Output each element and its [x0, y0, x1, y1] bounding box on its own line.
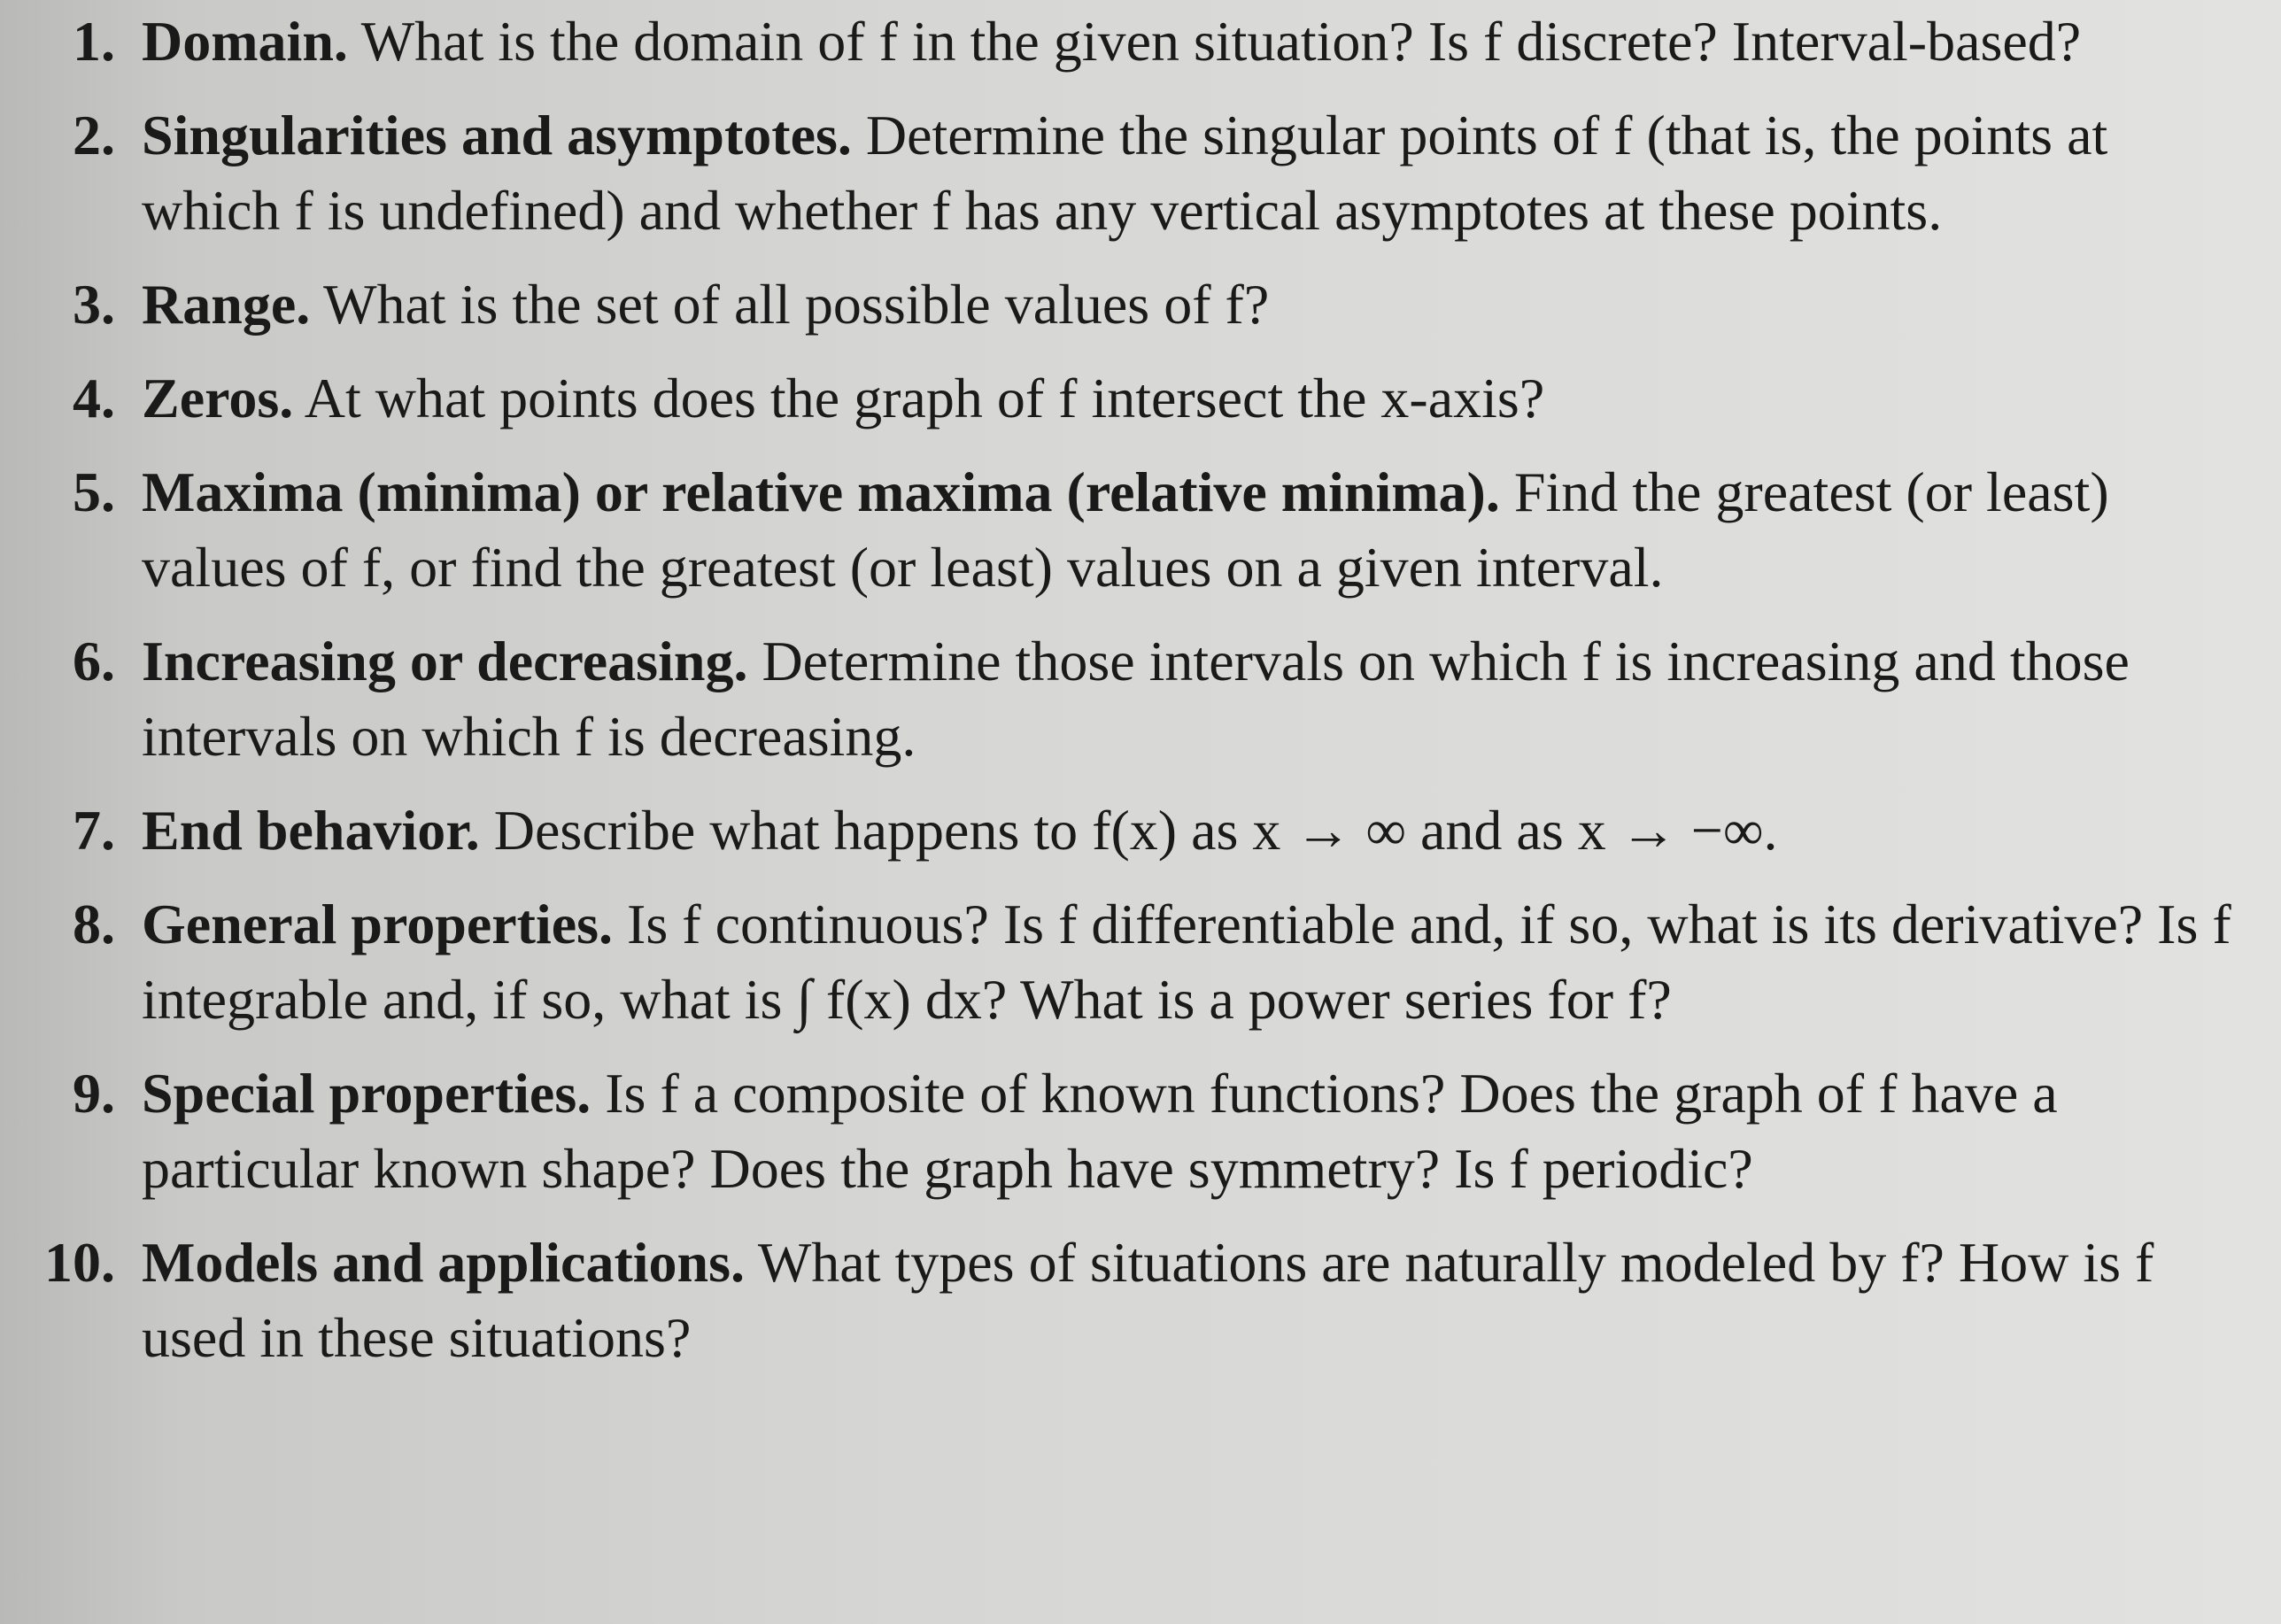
- list-item: [27, 97, 2258, 248]
- item-number: 6.: [73, 630, 115, 692]
- item-heading: Models and applications.: [142, 1231, 746, 1294]
- item-heading: Special properties.: [142, 1062, 592, 1125]
- property-checklist: [27, 4, 2258, 1394]
- list-item: [27, 623, 2258, 774]
- item-body: [142, 623, 2258, 774]
- item-number: 3.: [73, 273, 115, 336]
- list-item: [27, 4, 2258, 79]
- list-item: [27, 793, 2258, 868]
- item-heading: Increasing or decreasing.: [142, 630, 748, 692]
- item-heading: General properties.: [142, 893, 614, 955]
- list-item: [27, 1056, 2258, 1206]
- list-item: [27, 1225, 2258, 1375]
- item-heading: End behavior.: [142, 799, 480, 862]
- list-item: [27, 360, 2258, 436]
- item-number: 4.: [73, 367, 115, 429]
- item-text: At what points does the graph of f intersect the x-axis?: [304, 367, 1545, 429]
- list-item: [27, 454, 2258, 605]
- item-number: 5.: [73, 460, 115, 523]
- list-item: [27, 267, 2258, 342]
- item-number: 1.: [73, 10, 115, 73]
- item-body: [142, 4, 2258, 79]
- item-heading: Zeros.: [142, 367, 294, 429]
- item-number: 2.: [73, 104, 115, 166]
- item-text: Determine the singular points of f (that is, the points at which f is undefined) and whether f has any vertical asymptotes at these points.: [142, 104, 2108, 242]
- list-item: [27, 886, 2258, 1037]
- item-number: 10.: [44, 1231, 115, 1294]
- item-text: Determine those intervals on which f is increasing and those intervals on which f is decreasing.: [142, 630, 2130, 768]
- item-number: 7.: [73, 799, 115, 862]
- item-body: [142, 267, 2258, 342]
- item-heading: Maxima (minima) or relative maxima (relative minima).: [142, 460, 1500, 523]
- item-body: [142, 97, 2258, 248]
- item-heading: Singularities and asymptotes.: [142, 104, 852, 166]
- item-heading: Range.: [142, 273, 311, 336]
- item-text: What is the set of all possible values of f?: [323, 273, 1270, 336]
- item-body: [142, 1225, 2258, 1375]
- item-number: 8.: [73, 893, 115, 955]
- item-text: What is the domain of f in the given situation? Is f discrete? Interval-based?: [360, 10, 2082, 73]
- item-text: Is f continuous? Is f differentiable and, if so, what is its derivative? Is f integrable and, if so, what is ∫ f(x) dx? What is a power series for f?: [142, 893, 2231, 1031]
- item-text: Describe what happens to f(x) as x → ∞ and as x → −∞.: [493, 799, 1778, 862]
- item-body: [142, 454, 2258, 605]
- item-body: [142, 360, 2258, 436]
- item-number: 9.: [73, 1062, 115, 1125]
- item-text: What types of situations are naturally modeled by f? How is f used in these situations?: [142, 1231, 2154, 1369]
- item-heading: Domain.: [142, 10, 348, 73]
- item-body: [142, 1056, 2258, 1206]
- item-body: [142, 886, 2258, 1037]
- item-body: [142, 793, 2258, 868]
- item-text: Is f a composite of known functions? Does the graph of f have a particular known shape? Does the graph have symmetry? Is f periodic?: [142, 1062, 2058, 1200]
- item-text: Find the greatest (or least) values of f, or find the greatest (or least) values on a given interval.: [142, 460, 2109, 599]
